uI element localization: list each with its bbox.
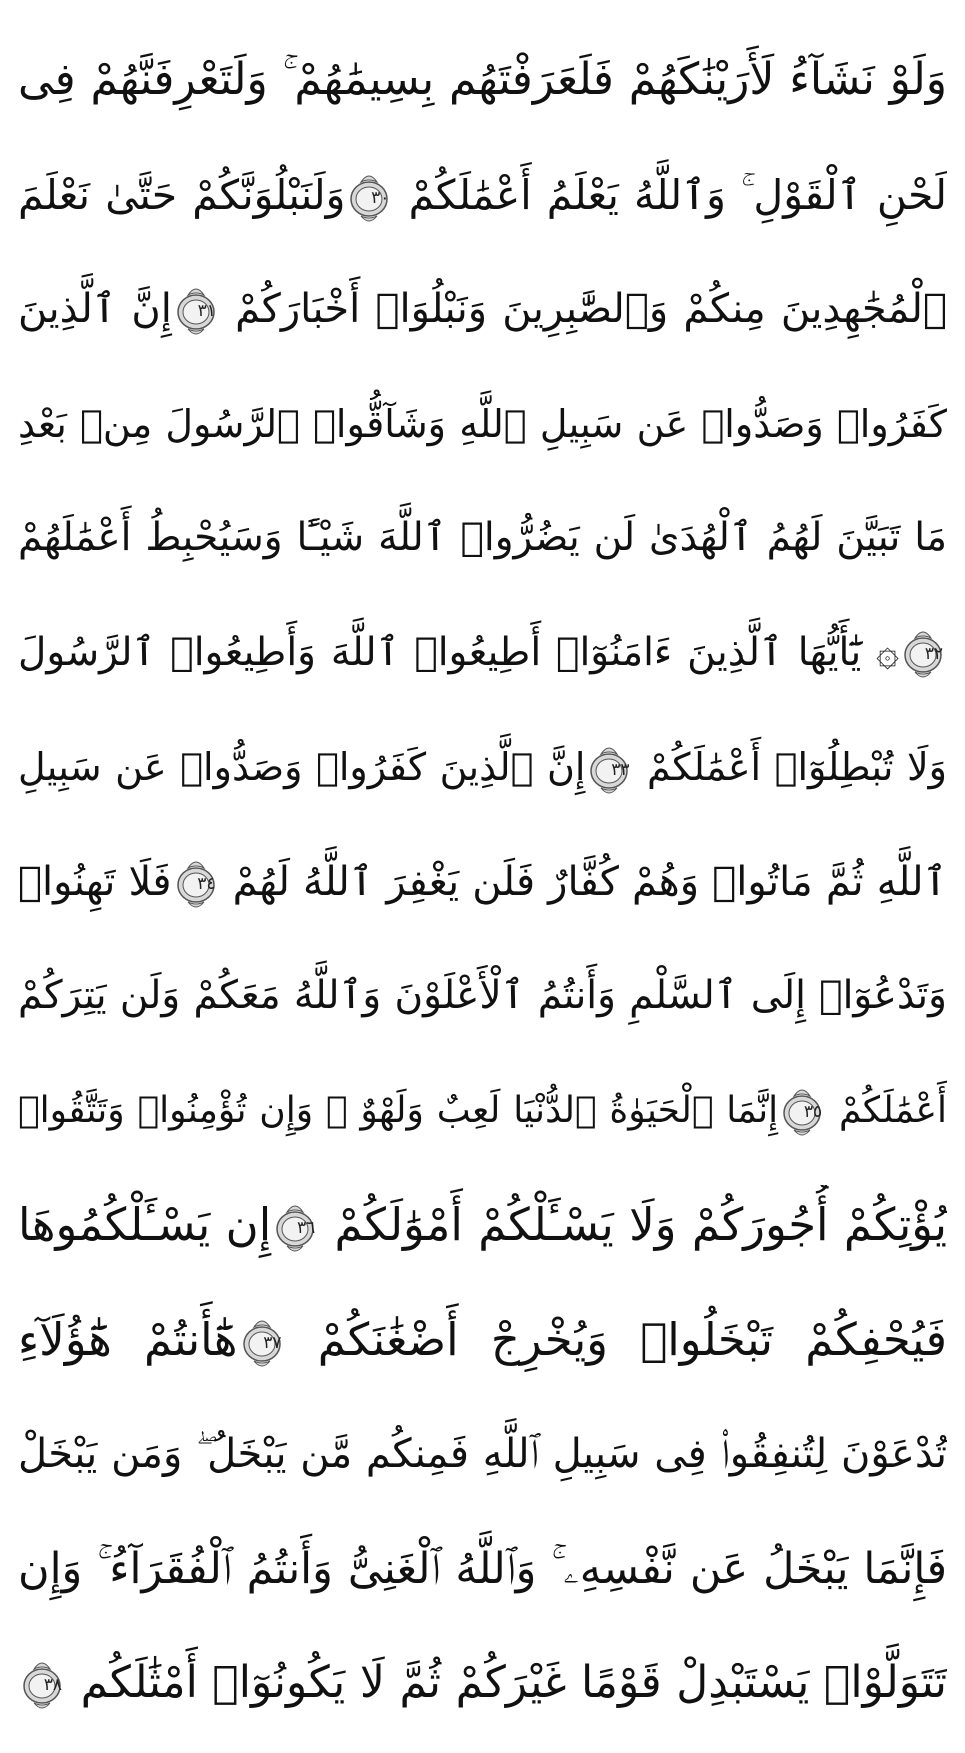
ayah-number: ٣٤ bbox=[197, 873, 216, 894]
ayah-number: ٣٥ bbox=[803, 1101, 823, 1122]
verse-line bbox=[18, 498, 947, 578]
verse-line bbox=[18, 1643, 947, 1723]
ayah-number: ٣٦ bbox=[296, 1218, 316, 1238]
verse-text: تُدْعَوْنَ لِتُنفِقُوا۟ فِى سَبِيلِ ٱللَّهِ فَمِنكُم مَّن يَبْخَلُ ۖ وَمَن يَبْخَلْ bbox=[18, 1431, 947, 1477]
verse-line bbox=[18, 1529, 947, 1609]
verse-line bbox=[18, 1414, 947, 1494]
ayah-number: ٣١ bbox=[197, 301, 216, 321]
verse-line bbox=[18, 1071, 947, 1151]
verse-text: إِنَّ ٱلَّذِينَ كَفَرُوا۟ وَصَدُّوا۟ عَن سَبِيلِ bbox=[18, 745, 586, 789]
verse-text: مَا تَبَيَّنَ لَهُمُ ٱلْهُدَىٰ لَن يَضُرُّوا۟ ٱللَّهَ شَيْـًٔا وَسَيُحْبِطُ أَعْمَٰلَهُمْ bbox=[18, 515, 947, 560]
verse-line bbox=[18, 613, 947, 693]
verse-line bbox=[18, 842, 947, 922]
verse-text: إِنَّ ٱلَّذِينَ bbox=[18, 286, 172, 332]
verse-text: هَٰٓأَنتُمْ هَٰٓؤُلَآءِ bbox=[18, 1312, 238, 1366]
ayah-end-marker bbox=[275, 1200, 315, 1256]
verse-text: وَتَدْعُوٓا۟ إِلَى ٱلسَّلْمِ وَأَنتُمُ ٱلْأَعْلَوْنَ وَٱللَّهُ مَعَكُمْ وَلَن يَتِرَكُمْ bbox=[18, 973, 947, 1018]
verse-text: فَلَا تَهِنُوا۟ bbox=[18, 858, 172, 905]
verse-line bbox=[18, 384, 947, 464]
ayah-end-marker bbox=[176, 283, 216, 339]
ayah-end-marker bbox=[589, 742, 629, 798]
ayah-end-marker bbox=[176, 856, 216, 912]
ayah-end-marker bbox=[242, 1315, 282, 1371]
verse-text: تَتَوَلَّوْا۟ يَسْتَبْدِلْ قَوْمًا غَيْرَكُمْ ثُمَّ لَا يَكُونُوٓا۟ أَمْثَٰلَكُم bbox=[80, 1657, 947, 1708]
verse-line bbox=[18, 956, 947, 1036]
verse-line bbox=[18, 1300, 947, 1380]
verse-text: ٱللَّهِ ثُمَّ مَاتُوا۟ وَهُمْ كُفَّارٌ فَلَن يَغْفِرَ ٱللَّهُ لَهُمْ bbox=[232, 858, 947, 905]
verse-text: إِن يَسْـَٔلْكُمُوهَا bbox=[18, 1198, 272, 1251]
verse-line bbox=[18, 40, 947, 120]
ayah-end-marker bbox=[22, 1657, 62, 1713]
verse-lines bbox=[18, 0, 947, 1753]
ayah-end-marker bbox=[349, 170, 389, 226]
verse-text: كَفَرُوا۟ وَصَدُّوا۟ عَن سَبِيلِ ٱللَّهِ وَشَآقُّوا۟ ٱلرَّسُولَ مِنۢ بَعْدِ bbox=[18, 401, 947, 446]
verse-line bbox=[18, 269, 947, 349]
verse-line bbox=[18, 727, 947, 807]
ayah-number: ٣٣ bbox=[611, 759, 630, 780]
ayah-end-marker bbox=[903, 626, 943, 682]
verse-text: يُؤْتِكُمْ أُجُورَكُمْ وَلَا يَسْـَٔلْكُمْ أَمْوَٰلَكُمْ bbox=[334, 1198, 947, 1251]
verse-line bbox=[18, 1185, 947, 1265]
verse-text: فَإِنَّمَا يَبْخَلُ عَن نَّفْسِهِۦ ۚ وَٱللَّهُ ٱلْغَنِىُّ وَأَنتُمُ ٱلْفُقَرَآءُ ۚ وَإِن bbox=[18, 1543, 947, 1594]
ayah-end-marker bbox=[782, 1084, 822, 1140]
ayah-number: ٣٧ bbox=[263, 1332, 282, 1353]
verse-text: فَيُحْفِكُمْ تَبْخَلُوا۟ وَيُخْرِجْ أَضْغَٰنَكُمْ bbox=[317, 1312, 947, 1366]
ayah-number: ٣٠ bbox=[371, 187, 390, 208]
verse-line bbox=[18, 155, 947, 235]
verse-text: إِنَّمَا ٱلْحَيَوٰةُ ٱلدُّنْيَا لَعِبٌ وَلَهْوٌ ۚ وَإِن تُؤْمِنُوا۟ وَتَتَّقُوا۟ bbox=[18, 1089, 779, 1131]
verse-text: لَحْنِ ٱلْقَوْلِ ۚ وَٱللَّهُ يَعْلَمُ أَعْمَٰلَكُمْ bbox=[408, 170, 947, 219]
ayah-number: ٣٢ bbox=[924, 644, 943, 664]
ayah-number: ٣٨ bbox=[43, 1675, 62, 1695]
verse-text: ۞ يَٰٓأَيُّهَا ٱلَّذِينَ ءَامَنُوٓا۟ أَطِيعُوا۟ ٱللَّهَ وَأَطِيعُوا۟ ٱلرَّسُولَ bbox=[18, 629, 899, 675]
verse-text: وَلَوْ نَشَآءُ لَأَرَيْنَٰكَهُمْ فَلَعَرَفْتَهُم بِسِيمَٰهُمْ ۚ وَلَتَعْرِفَنَّهُمْ فِى bbox=[18, 54, 947, 105]
verse-text: وَلَا تُبْطِلُوٓا۟ أَعْمَٰلَكُمْ bbox=[647, 745, 947, 789]
verse-text: ٱلْمُجَٰهِدِينَ مِنكُمْ وَٱلصَّٰبِرِينَ وَنَبْلُوَا۟ أَخْبَارَكُمْ bbox=[235, 286, 947, 332]
verse-text: وَلَنَبْلُوَنَّكُمْ حَتَّىٰ نَعْلَمَ bbox=[18, 170, 346, 219]
verse-text: أَعْمَٰلَكُمْ bbox=[838, 1089, 947, 1131]
